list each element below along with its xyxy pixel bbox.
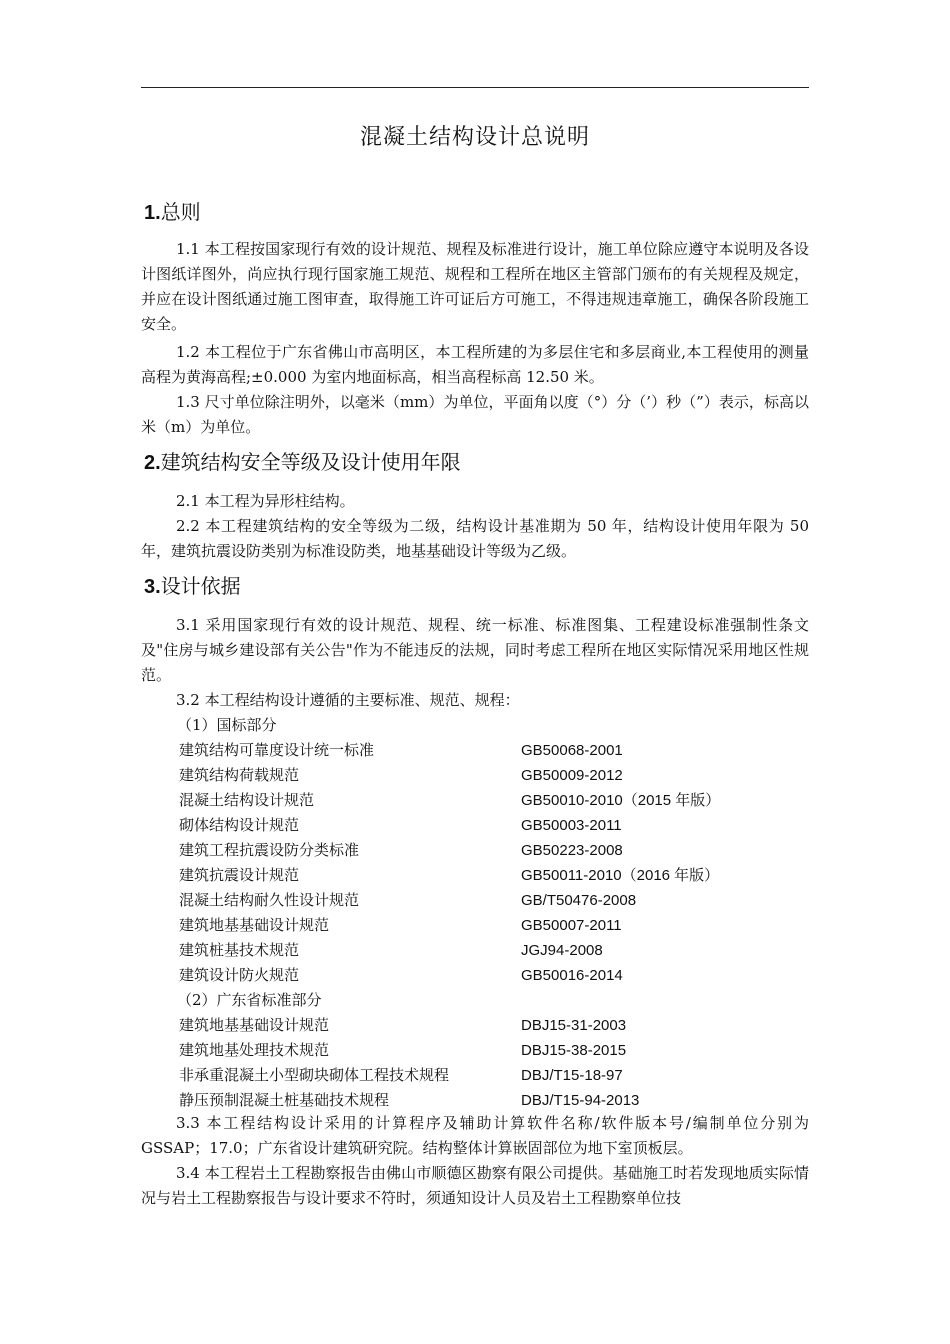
paragraph-3-1: 3.1 采用国家现行有效的设计规范、规程、统一标准、标准图集、工程建设标准强制性条文及"住房与城乡建设部有关公告"作为不能违反的法规，同时考虑工程所在地区实际情况采用地区性规范。 (141, 616, 809, 684)
paragraph-3-4: 3.4 本工程岩土工程勘察报告由佛山市顺德区勘察有限公司提供。基础施工时若发现地质实际情况与岩土工程勘察报告与设计要求不符时，须通知设计人员及岩土工程勘察单位技 (141, 1164, 809, 1207)
standard-name: 建筑桩基技术规范 (179, 941, 300, 959)
standard-code: DBJ/T15-94-2013 (521, 1092, 640, 1109)
standard-name: 建筑抗震设计规范 (179, 866, 300, 884)
standard-code: GB/T50476-2008 (521, 892, 637, 909)
provincial-standards-label: （2）广东省标准部分 (177, 991, 322, 1009)
standard-name: 建筑结构荷载规范 (179, 766, 300, 784)
paragraph-2-2: 2.2 本工程建筑结构的安全等级为二级，结构设计基准期为 50 年，结构设计使用年限为 50 年，建筑抗震设防类别为标准设防类，地基基础设计等级为乙级。 (141, 517, 809, 560)
standard-code: GB50003-2011 (521, 817, 622, 834)
standard-code: JGJ94-2008 (521, 942, 603, 959)
standard-code: DBJ/T15-18-97 (521, 1067, 623, 1084)
standard-name: 混凝土结构耐久性设计规范 (179, 891, 360, 909)
standard-name: 建筑地基处理技术规范 (179, 1041, 330, 1059)
standard-code: GB50007-2011 (521, 917, 622, 934)
national-standards-label: （1）国标部分 (177, 716, 277, 734)
standard-code: DBJ15-31-2003 (521, 1017, 627, 1034)
standard-name: 静压预制混凝土桩基础技术规程 (179, 1091, 390, 1109)
section-heading-2: 2.建筑结构安全等级及设计使用年限 (144, 450, 461, 474)
section-heading-3: 3.设计依据 (144, 574, 241, 598)
paragraph-3-2: 3.2 本工程结构设计遵循的主要标准、规范、规程： (176, 691, 520, 709)
standard-code: DBJ15-38-2015 (521, 1042, 627, 1059)
standard-name: 建筑设计防火规范 (179, 966, 300, 984)
standard-name: 混凝土结构设计规范 (179, 791, 315, 809)
standard-code: GB50010-2010（2015 年版） (521, 792, 721, 809)
standard-name: 建筑地基基础设计规范 (179, 916, 330, 934)
standard-name: 非承重混凝土小型砌块砌体工程技术规程 (179, 1066, 450, 1084)
standard-code: GB50009-2012 (521, 767, 623, 784)
paragraph-1-2: 1.2 本工程位于广东省佛山市高明区，本工程所建的为多层住宅和多层商业,本工程使用的测量高程为黄海高程;±0.000 为室内地面标高，相当高程标高 12.50 米。 (141, 343, 809, 386)
page-title: 混凝土结构设计总说明 (359, 125, 590, 150)
standard-code: GB50223-2008 (521, 842, 623, 859)
standard-code: GB50016-2014 (521, 967, 623, 984)
standard-code: GB50068-2001 (521, 742, 623, 759)
standard-name: 建筑工程抗震设防分类标准 (179, 841, 360, 859)
standard-name: 砌体结构设计规范 (179, 816, 300, 834)
standard-name: 建筑地基基础设计规范 (179, 1016, 330, 1034)
standard-code: GB50011-2010（2016 年版） (521, 867, 720, 884)
header-rule (141, 87, 809, 88)
standard-name: 建筑结构可靠度设计统一标准 (179, 741, 375, 759)
paragraph-2-1: 2.1 本工程为异形柱结构。 (176, 492, 355, 510)
paragraph-1-3: 1.3 尺寸单位除注明外，以毫米（mm）为单位，平面角以度（°）分（’）秒（”）表示，标高以米（m）为单位。 (141, 393, 809, 436)
paragraph-1-1: 1.1 本工程按国家现行有效的设计规范、规程及标准进行设计，施工单位除应遵守本说明及各设计图纸详图外，尚应执行现行国家施工规范、规程和工程所在地区主管部门颁布的有关规程及规定，并应在设计图纸通过施工图审查，取得施工许可证后方可施工，不得违规违章施工，确保各阶段施工安全。 (141, 240, 809, 333)
section-heading-1: 1.总则 (144, 200, 201, 224)
paragraph-3-3: 3.3 本工程结构设计采用的计算程序及辅助计算软件名称/软件版本号/编制单位分别为 GSSAP；17.0；广东省设计建筑研究院。结构整体计算嵌固部位为地下室顶板层。 (141, 1114, 809, 1157)
